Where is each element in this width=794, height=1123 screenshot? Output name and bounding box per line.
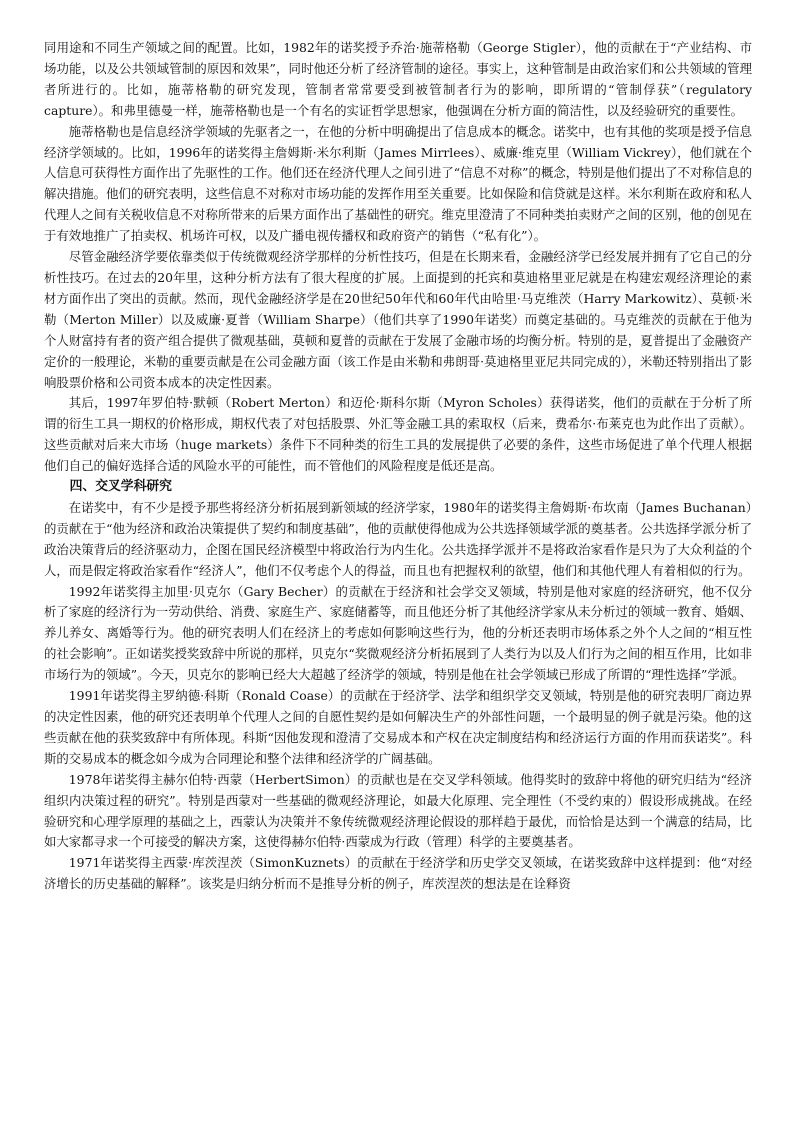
paragraph: 在诺奖中，有不少是授予那些将经济分析拓展到新领域的经济学家，1980年的诺奖得主詹姆斯·布坎南（James Buchanan）的贡献在于“他为经济和政治决策提供了契约和制度基础”，他的贡献使得他成为公共选择领域学派的奠基者。公共选择学派分析了政治决策背后的经济驱动力，企图在国民经济模型中将政治行为内生化。公共选择学派并不是将政治家看作是只为了大众利益的个人，而是假定将政治家看作“经济人”，他们不仅考虑个人的得益，而且也有把握权利的欲望，他们和其他代理人有着相似的行为。 [44,499,752,578]
paragraph: 同用途和不同生产领域之间的配置。比如，1982年的诺奖授予乔治·施蒂格勒（George Stigler），他的贡献在于“产业结构、市场功能，以及公共领域管制的原因和效果”，同时他还分析了经济管制的途径。事实上，这种管制是由政治家们和公共领域的管理者所进行的。比如，施蒂格勒的研究发现，管制者常常要受到被管制者行为的影响，即所谓的“管制俘获”（regulatory capture）。和弗里德曼一样，施蒂格勒也是一个有名的实证哲学思想家，他强调在分析方面的简洁性，以及经验研究的重要性。 [44,40,752,118]
paragraph: 施蒂格勒也是信息经济学领域的先驱者之一，在他的分析中明确提出了信息成本的概念。诺奖中，也有其他的奖项是授予信息经济学领域的。比如，1996年的诺奖得主詹姆斯·米尔利斯（James Mirrlees）、威廉·维克里（William Vickrey），他们就在个人信息可获得性方面作出了先驱性的工作。他们还在经济代理人之间引进了“信息不对称”的概念，特别是他们提出了不对称信息的解决措施。他们的研究表明，这些信息不对称对市场功能的发挥作用至关重要。比如保险和信贷就是这样。米尔利斯在政府和私人代理人之间有关税收信息不对称所带来的后果方面作出了基础性的研究。维克里澄清了不同种类拍卖财产之间的区别，他的创见在于有效地推广了拍卖权、机场许可权，以及广播电视传播权和政府资产的销售（“私有化”）。 [44,123,752,244]
paragraph: 尽管金融经济学要依靠类似于传统微观经济学那样的分析性技巧，但是在长期来看，金融经济学已经发展并拥有了它自己的分析性技巧。在过去的20年里，这种分析方法有了很大程度的扩展。上面提到的托宾和莫迪格里亚尼就是在构建宏观经济理论的素材方面作出了突出的贡献。然而，现代金融经济学是在20世纪50年代和60年代由哈里·马克维茨（Harry Markowitz）、莫顿·米勒（Merton Miller）以及威廉·夏普（William Sharpe）（他们共享了1990年诺奖）而奠定基础的。马克维茨的贡献在于他为个人财富持有者的资产组合提供了微观基础，莫顿和夏普的贡献在于发展了金融市场的均衡分析。特别的是，夏普提出了金融资产定价的一般理论，米勒的重要贡献是在公司金融方面（该工作是由米勒和弗朗哥·莫迪格里亚尼共同完成的），米勒还特别指出了影响股票价格和公司资本成本的决定性因素。 [44,249,752,390]
paragraph: 1978年诺奖得主赫尔伯特·西蒙（HerbertSimon）的贡献也是在交叉学科领域。他得奖时的致辞中将他的研究归结为“经济组织内决策过程的研究”。特别是西蒙对一些基础的微观经济理论，如最大化原理、完全理性（不受约束的）假设形成挑战。在经验研究和心理学原理的基础之上，西蒙认为决策并不象传统微观经济理论假设的那样趋于最优，而恰恰是达到一个满意的结局，比如大家都寻求一个可接受的解决方案，这使得赫尔伯特·西蒙成为行政（管理）科学的主要奠基者。 [44,771,752,850]
paragraph: 1971年诺奖得主西蒙·库茨涅茨（SimonKuznets）的贡献在于经济学和历史学交叉领域，在诺奖致辞中这样提到：他“对经济增长的历史基础的解释”。该奖是归纳分析而不是推导分析的例子，库茨涅茨的想法是在诠释资 [44,855,752,892]
section-heading: 四、交叉学科研究 [69,479,172,495]
paragraph: 其后，1997年罗伯特·默顿（Robert Merton）和迈伦·斯科尔斯（Myron Scholes）获得诺奖，他们的贡献在于分析了所谓的衍生工具一期权的价格形成，期权代表了对包括股票、外汇等金融工具的索取权（后来，费希尔·布莱克也为此作出了贡献）。这些贡献对后来大市场（huge markets）条件下不同种类的衍生工具的发展提供了必要的条件，这些市场促进了单个代理人根据他们自己的偏好选择合适的风险水平的可能性，而不管他们的风险程度是低还是高。 [44,395,752,474]
paragraph: 1992年诺奖得主加里·贝克尔（Gary Becher）的贡献在于经济和社会学交叉领域，特别是他对家庭的经济研究，他不仅分析了家庭的经济行为一劳动供给、消费、家庭生产、家庭储蓄等，而且他还分析了其他经济学家从未分析过的领域一教育、婚姻、养儿养女、离婚等行为。他的研究表明人们在经济上的考虑如何影响这些行为，他的分析还表明市场体系之外个人之间的“相互性的社会影响”。正如诺奖授奖致辞中所说的那样，贝克尔“奖微观经济分析拓展到了人类行为以及人们行为之间的相互作用，比如非市场行为的领域”。今天，贝克尔的影响已经大大超越了经济学的领域，特别是他在社会学领域已形成了所谓的“理性选择”学派。 [44,583,752,683]
paragraph: 1991年诺奖得主罗纳德·科斯（Ronald Coase）的贡献在于经济学、法学和组织学交叉领域，特别是他的研究表明厂商边界的决定性因素，他的研究还表明单个代理人之间的自愿性契约是如何解决生产的外部性问题，一个最明显的例子就是污染。他的这些贡献在他的获奖致辞中有所体现。科斯“因他发现和澄清了交易成本和产权在决定制度结构和经济运行方面的作用而获诺奖”。科斯的交易成本的概念如今成为合同理论和整个法律和经济学的广阔基础。 [44,688,752,766]
document-page [44,38,752,895]
